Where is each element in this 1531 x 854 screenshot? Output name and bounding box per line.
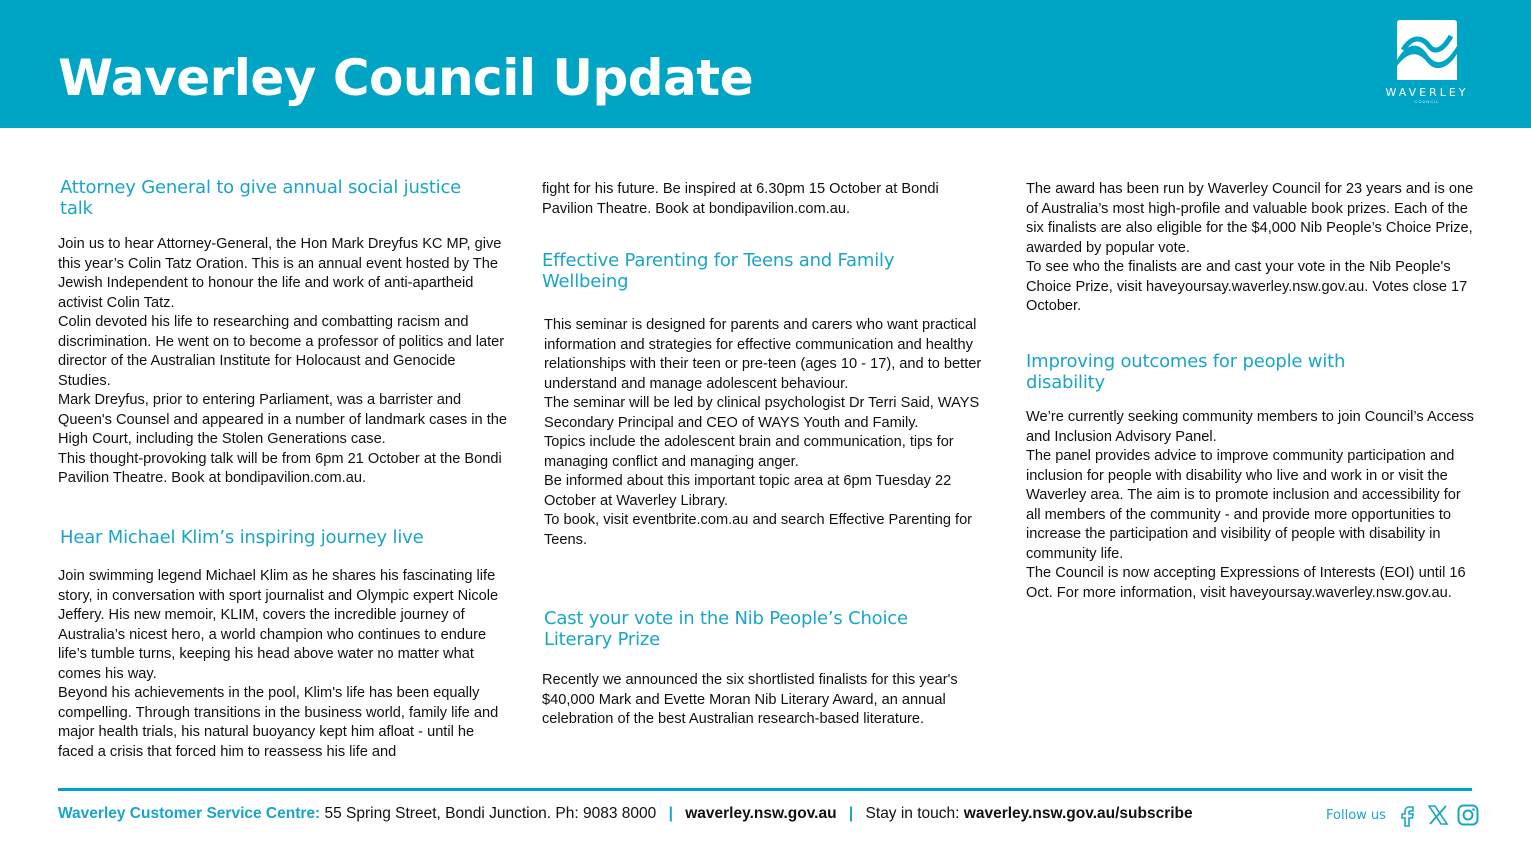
prize-body: [542, 671, 982, 730]
footer-divider: [58, 788, 1472, 791]
logo-subtitle: COUNCIL: [1414, 99, 1440, 104]
footer-address: 55 Spring Street, Bondi Junction. Ph: 9083 8000: [324, 805, 657, 822]
attorney-body: [58, 235, 508, 489]
parenting-heading: Effective Parenting for Teens and Family Wellbeing: [542, 250, 895, 292]
parenting-paragraph: The seminar will be led by clinical psychologist Dr Terri Said, WAYS Secondary Principal and CEO of WAYS Youth and Family.: [544, 395, 980, 431]
page-title: Waverley Council Update: [58, 49, 754, 107]
header-banner: [0, 0, 1531, 128]
attorney-paragraph: Colin devoted his life to researching and combatting racism and discrimination. He went on to become a professor of politics and later director of the Australian Institute for Holocaust and Genocide Studies.: [58, 314, 505, 389]
footer-website-link[interactable]: waverley.nsw.gov.au: [685, 805, 837, 822]
attorney-paragraph: Mark Dreyfus, prior to entering Parliament, was a barrister and Queen's Counsel and appeared in a number of landmark cases in the High Court, including the Stolen Generations case.: [58, 392, 507, 447]
disability-body: [1026, 408, 1476, 603]
attorney-paragraph: Join us to hear Attorney-General, the Hon Mark Dreyfus KC MP, give this year’s Colin Tatz Oration. This is an annual event hosted by The Jewish Independent to honour the life and work of anti-apartheid activist Colin Tatz.: [58, 236, 502, 311]
footer-separator: |: [848, 805, 854, 822]
logo-wordmark: WAVERLEY: [1385, 86, 1469, 99]
prize-continued-paragraph: To see who the finalists are and cast your vote in the Nib People's Choice Prize, visit haveyoursay.waverley.nsw.gov.au. Votes close 17 October.: [1026, 259, 1468, 314]
prize-heading: Cast your vote in the Nib People’s Choice Literary Prize: [544, 608, 908, 650]
footer-contact: [58, 804, 1193, 824]
disability-paragraph: We’re currently seeking community members to join Council’s Access and Inclusion Advisory Panel.: [1026, 409, 1474, 445]
disability-heading: Improving outcomes for people with disability: [1026, 351, 1346, 393]
waverley-wave-icon: [1397, 20, 1457, 80]
parenting-paragraph: Topics include the adolescent brain and communication, tips for managing conflict and managing anger.: [544, 434, 954, 470]
klim-body-continued: [542, 180, 992, 219]
klim-heading: Hear Michael Klim’s inspiring journey live: [60, 527, 424, 548]
facebook-icon[interactable]: [1396, 803, 1420, 827]
footer-subscribe-link[interactable]: waverley.nsw.gov.au/subscribe: [963, 805, 1193, 822]
disability-paragraph: The panel provides advice to improve community participation and inclusion for people with disability who live and work in or visit the Waverley area. The aim is to promote inclusion and accessibility for all members of the community - and provide more opportunities to increase the participation and visibility of people with disability in community life.: [1026, 448, 1461, 562]
x-icon[interactable]: [1426, 803, 1450, 827]
parenting-body: [544, 316, 996, 550]
footer-stay-label: Stay in touch:: [865, 805, 960, 822]
klim-paragraph: Join swimming legend Michael Klim as he shares his fascinating life story, in conversation with sport journalist and Olympic expert Nicole Jeffery. His new memoir, KLIM, covers the incredible journey of Australia’s nicest hero, a world champion who continues to endure life’s tumble turns, keeping his head above water no matter what comes his way.: [58, 568, 499, 682]
footer-separator: |: [668, 805, 673, 822]
follow-us: [1326, 800, 1480, 830]
parenting-paragraph: To book, visit eventbrite.com.au and search Effective Parenting for Teens.: [544, 512, 973, 548]
waverley-logo[interactable]: [1381, 20, 1473, 112]
instagram-icon[interactable]: [1456, 803, 1480, 827]
klim-paragraph: Beyond his achievements in the pool, Klim's life has been equally compelling. Through transitions in the business world, family life and major health trials, his natural buoyancy kept him afloat - until he faced a crisis that forced him to reassess his life and: [58, 685, 499, 760]
parenting-paragraph: This seminar is designed for parents and carers who want practical information and strategies for effective communication and healthy relationships with their teen or pre-teen (ages 10 - 17), and to better understand and manage adolescent behaviour.: [544, 317, 982, 392]
prize-paragraph: Recently we announced the six shortlisted finalists for this year's $40,000 Mark and Evette Moran Nib Literary Award, an annual celebration of the best Australian research-based literature.: [542, 672, 958, 727]
prize-continued-paragraph: The award has been run by Waverley Council for 23 years and is one of Australia’s most high-profile and valuable book prizes. Each of the six finalists are also eligible for the $4,000 Nib People’s Choice Prize, awarded by popular vote.: [1026, 181, 1474, 256]
follow-label: Follow us: [1326, 807, 1386, 823]
prize-body-continued: [1026, 180, 1476, 317]
klim-continued-paragraph: fight for his future. Be inspired at 6.30pm 15 October at Bondi Pavilion Theatre. Book at bondipavilion.com.au.: [542, 181, 939, 217]
parenting-paragraph: Be informed about this important topic area at 6pm Tuesday 22 October at Waverley Library.: [544, 473, 952, 509]
disability-paragraph: The Council is now accepting Expressions of Interests (EOI) until 16 Oct. For more information, visit haveyoursay.waverley.nsw.gov.au.: [1026, 565, 1466, 601]
klim-body: [58, 567, 508, 762]
footer-label: Waverley Customer Service Centre:: [58, 805, 321, 822]
attorney-paragraph: This thought-provoking talk will be from 6pm 21 October at the Bondi Pavilion Theatre. Book at bondipavilion.com.au.: [58, 450, 502, 486]
attorney-heading: Attorney General to give annual social justice talk: [60, 177, 462, 219]
